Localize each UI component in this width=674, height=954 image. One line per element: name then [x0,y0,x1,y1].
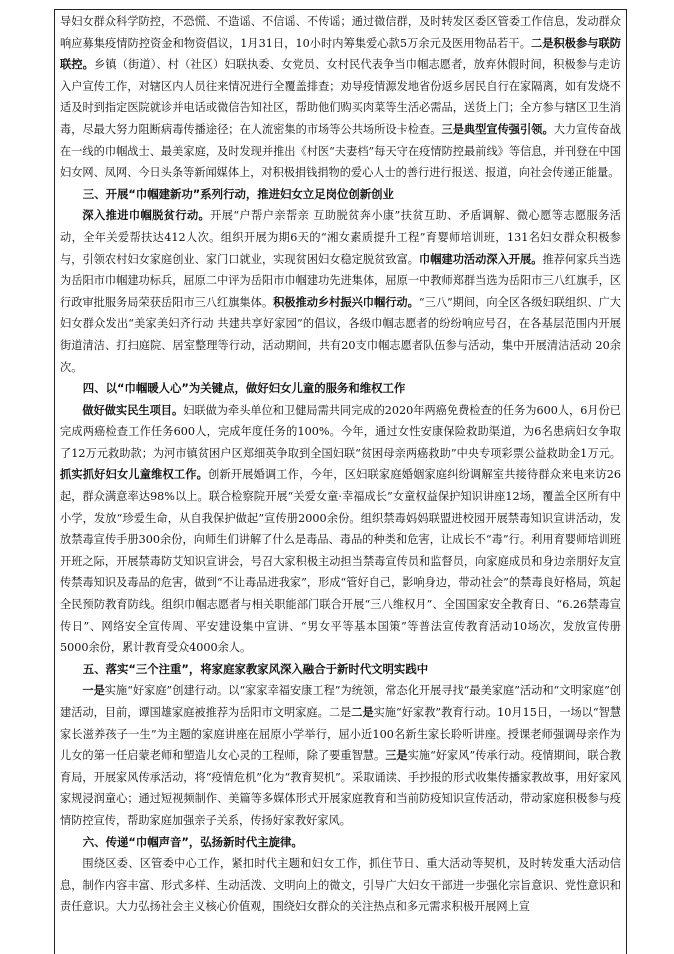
bold-lead: 二是 [351,706,374,719]
text: “三八”期间，向全区各级妇联组织、广大妇女群众发出“美家美妇齐行动 共建共享好家园”的倡议，各级巾帼志愿者的纷纷响应号召，在各基层范围内开展街道清洁、打扫庭院、居室整理等行动，活动期间，共有20支巾帼志愿者队伍参与活动，集中开展清洁活动 20余次。 [60,295,621,374]
section-heading-3: 三、开展“巾帼建新功”系列行动，推进妇女立足岗位创新创业 [82,186,394,201]
text: 实施“好家庭”创建行动。以“家家幸福安康工程”为统领，常态化开展寻找“最美家庭”活动和“文明家庭”创建活动，目前，谭国雄家庭被推荐为岳阳市文明家庭。二是 [60,684,621,719]
text: 创新开展婚调工作，今年，区妇联家庭婚姻家庭纠纷调解室共接待群众来电来访26起，群众满意率达98%以上。联合检察院开展“关爱女童·幸福成长”女童权益保护知识讲座12场，覆盖全区所有中小学，发放“珍爱生命，从自我保护做起”宣传册2000余份。组织禁毒妈妈联盟进校园开展禁毒知识宣讲活动，发放禁毒宣传手册300余份，向师生们讲解了什么是毒品、毒品的种类和危害，让成长不“毒”行。利用育婴师培训班开班之际，开展禁毒防艾知识宣讲会，号召大家积极主动担当禁毒宣传员和监督员，向家庭成员和身边亲朋好友宣传禁毒知识及毒品的危害，做到“不让毒品进我家”，形成“管好自己，影响身边，带动社会”的禁毒良好格局，筑起全民预防教育防线。组织巾帼志愿者与相关职能部门联合开展“三八维权月”、全国国家安全教育日、“6.26禁毒宣传日”、网络安全宣传周、平安建设集中宣讲、“男女平等基本国策”等普法宣传教育活动10场次，发放宣传册5000余份，累计教育受众4000余人。 [60,468,621,655]
paragraph-section-5 [60,680,621,831]
bold-lead: 三是典型宣传强引领。 [441,122,554,136]
text: 推荐何家兵当选为岳阳市巾帼建功标兵，屈原二中评为岳阳市巾帼建功先进集体，屈原一中教师郑群当选为岳阳市三八红旗手，区行政审批服务局荣获岳阳市三八红旗集体。 [60,252,621,309]
text: 开展“户帮户亲帮亲 互助脱贫奔小康”扶贫互助、矛盾调解、微心愿等志愿服务活动，全年关爱帮扶达412人次。组织开展为期6天的“湘女素质提升工程”育婴师培训班，131名妇女群众积极参与，引领农村妇女家庭创业、家门口就业，实现贫困妇女稳定脱贫致富。 [60,209,621,266]
text: 大力宣传奋战在一线的巾帼战士、最美家庭，及时发现并推出《村医“夫妻档”每天守在疫情防控最前线》等信息，并刊登在中国妇女网、凤网、今日头条等新闻媒体上，对积极捐钱捐物的爱心人士的善行进行报送、报道，向社会传递正能量。 [60,122,621,180]
section-heading-4: 四、以“巾帼暖人心”为关键点，做好妇女儿童的服务和维权工作 [82,381,406,396]
bold-lead: 做好做实民生项目。 [82,403,184,417]
paragraph-epidemic-continued [60,11,621,184]
text: 妇联做为牵头单位和卫健局需共同完成的2020年两癌免费检查的任务为600人，6月份已完成两癌检查工作任务600人，完成年度任务的100%。今年，通过女性安康保险救助渠道，为6名患病妇女争取了12万元救助款；为河市镇贫困户区郑细英争取到全国妇联“贫困母亲两癌救助”中央专项彩票公益救助金1万元。 [60,403,621,460]
section-heading-5: 五、落实“三个注重”，将家庭家教家风深入融合于新时代文明实践中 [82,661,429,676]
paragraph-section-3 [60,205,621,378]
bold-lead: 深入推进巾帼脱贫行动。 [82,209,211,223]
document-body [60,11,621,918]
bold-lead: 巾帼建功活动深入开展。 [419,252,543,266]
text: 导妇女群众科学防控，不恐慌、不造谣、不信谣、不传谣；通过微信群，及时转发区委区管委工作信息，发动群众响应募集疫情防控资金和物资倡议，1月31日，10小时内筹集爱心款5万余元及医用物品若干。 [60,15,621,50]
bold-lead: 抓实抓好妇女儿童维权工作。 [60,468,209,482]
bold-lead: 三是 [385,749,408,763]
text: 实施“好家风”传承行动。疫情期间，联合教育局，开展家风传承活动，将“疫情危机”化为“教育契机”。采取诵读、手抄报的形式收集传播家教故事，用好家风家规浸润童心；通过短视频制作、美篇等多媒体形式开展家庭教育和当前防疫知识宣传活动，带动家庭积极参与疫情防控宣传，帮助家庭加强亲子关系，传扬好家教好家风。 [60,749,621,827]
section-heading-6: 六、传递“巾帼声音”，弘扬新时代主旋律。 [82,834,303,849]
paragraph-section-4 [60,400,621,659]
bold-lead: 二是积极参与联防联控。 [60,36,621,72]
text: 乡镇（街道）、村（社区）妇联执委、女党员、女村民代表争当巾帼志愿者，放弃休假时间，积极参与走访入户宣传工作，对辖区内人员往来情况进行全覆盖排查；劝导疫情源发地省份返乡居民自行在家隔离，如有发烧不适及时到指定医院就诊并电话或微信告知社区，帮助他们购买肉菜等生活必需品，送货上门；全方参与辖区卫生消毒，尽最大努力阻断病毒传播途径；在人流密集的市场等公共场所设卡检查。 [60,58,621,136]
paragraph-section-6: 围绕区委、区管委中心工作，紧扣时代主题和妇女工作，抓住节日、重大活动等契机，及时转发重大活动信息，制作内容丰富、形式多样、生动活泼、文明向上的微文，引导广大妇女干部进一步强化宗旨意识、党性意识和责任意识。大力弘扬社会主义核心价值观，围绕妇女群众的关注热点和多元需求积极开展网上宣 [60,857,621,914]
bold-lead: 一是 [82,684,105,698]
bold-lead: 积极推动乡村振兴巾帼行动。 [273,295,419,309]
text: 实施“好家教”教育行动。10月15日，一场以“智慧家长滋养孩子一生”为主题的家庭讲座在屈原小学举行，屈小近100名新生家长聆听讲座。授课老师强调母亲作为儿女的第一任启蒙老师和塑造儿女心灵的工程师，除了要重智慧。 [60,706,621,763]
